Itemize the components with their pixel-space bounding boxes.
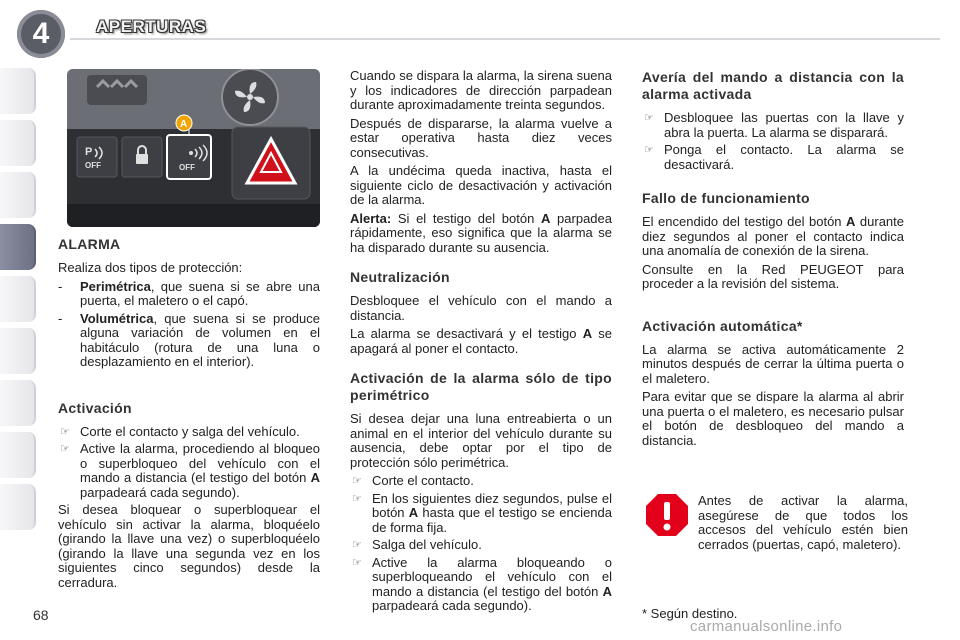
list-item: ☞ En los siguientes diez segundos, pulse el botón A hasta que el testigo se encienda de forma fija. [352,490,612,535]
chapter-badge [17,10,65,58]
watermark: carmanualsonline.info [690,618,843,635]
paragraph: Después de dispararse, la alarma vuelve a estar operativa hasta diez veces consecutivas. [350,115,612,160]
paragraph: Consulte en la Red PEUGEOT para proceder a la revisión del sistema. [642,261,904,291]
hand-pointer-icon: ☞ [352,475,362,487]
off-label-left: OFF [85,161,101,170]
paragraph: A la undécima queda inactiva, hasta el siguiente ciclo de desactivación y activación de la alarma. [350,163,612,207]
hand-pointer-icon: ☞ [60,425,70,438]
column-2 [350,69,612,617]
paragraph: El encendido del testigo del botón A durante diez segundos al poner el contacto indica una anomalía de conexión de la sirena. [642,214,905,258]
side-tab-4[interactable] [0,224,36,270]
side-tab-5[interactable] [0,276,36,322]
dashboard-photo [67,69,320,227]
side-tab-2[interactable] [0,120,36,166]
paragraph: Si desea dejar una luna entreabierta o un animal en el interior del vehículo durante su ausencia, debe optar por el tipo de protección sólo perimétrica. [350,411,612,470]
heading-averia: Avería del mando a distancia con la alarma activada [642,69,904,102]
list-item: ☞ Salga del vehículo. [352,537,482,552]
svg-text:P: P [85,146,93,158]
side-tab-8[interactable] [0,432,36,478]
paragraph: Si desea bloquear o superbloquear el vehículo sin activar la alarma, bloquéelo (girando la llave una vez) o superbloquéelo (girando la llave una segunda vez en los siguientes cinco segundos) desde la cerradura. [58,502,320,590]
list-item-perimetrica: - Perimétrica, que suena si se abre una puerta, el maletero o el capó. [58,278,320,308]
list-item-volumetrica: - Volumétrica, que suena si se produce alguna variación de volumen en el habitáculo (rotura de una luna o desplazamiento en el interior). [58,310,320,369]
warning-text: Antes de activar la alarma, asegúrese de que todos los accesos del vehículo estén bien cerrados (puertas, capó, maletero). [698,493,908,552]
paragraph: Cuando se dispara la alarma, la sirena suena y los indicadores de dirección parpadean durante aproximadamente treinta segundos. [350,68,612,112]
hand-pointer-icon: ☞ [352,556,362,569]
list-item: ☞ Corte el contacto. [352,473,474,488]
warning-box [640,486,908,582]
hand-pointer-icon: ☞ [352,492,362,505]
list-item: ☞ Ponga el contacto. La alarma se desactivará. [644,142,904,172]
paragraph: La alarma se desactivará y el testigo A se apagará al poner el contacto. [350,326,613,356]
hand-pointer-icon: ☞ [644,144,654,156]
heading-neutralizacion: Neutralización [350,269,450,285]
list-item: ☞ Desbloquee las puertas con la llave y abra la puerta. La alarma se disparará. [644,110,904,140]
side-tab-9[interactable] [0,484,36,530]
button-a-label: A [180,119,188,130]
side-tab-1[interactable] [0,68,36,114]
paragraph: La alarma se activa automáticamente 2 minutos después de cerrar la última puerta o el maletero. [642,341,904,386]
exclamation-icon [644,492,690,538]
list-item: ☞ Active la alarma bloqueando o superbloqueando el vehículo con el mando a distancia (el testigo del botón A parpadeará cada segundo). [352,554,612,613]
footnote: * Según destino. [642,606,738,621]
alerta-paragraph: Alerta: Si el testigo del botón A parpadea rápidamente, eso significa que la alarma se ha disparado durante su ausencia. [350,210,612,255]
paragraph: Para evitar que se dispare la alarma al abrir una puerta o el maletero, es necesario pulsar el botón de desbloqueo del mando a distancia. [642,389,904,448]
off-label-right: OFF [179,163,195,172]
heading-perimetrico: Activación de la alarma sólo de tipo perimétrico [350,370,612,403]
intro-text: Realiza dos tipos de protección: [58,260,243,275]
list-item: ☞ Active la alarma, procediendo al bloqueo o superbloqueo del vehículo con el mando a distancia (el testigo del botón A parpadeará cada segundo). [60,441,320,500]
heading-fallo: Fallo de funcionamiento [642,190,810,206]
column-1 [58,236,320,594]
chapter-title: APERTURAS [96,17,207,36]
chapter-number: 4 [32,17,50,50]
side-tab-3[interactable] [0,172,36,218]
list-item: ☞ Corte el contacto y salga del vehículo. [60,423,300,439]
header-divider [70,38,940,40]
page-number: 68 [33,607,49,623]
side-tabs [0,68,36,536]
side-tab-7[interactable] [0,380,36,426]
hand-pointer-icon: ☞ [352,539,362,551]
dashboard-illustration [67,69,320,227]
heading-activacion: Activación [58,399,132,416]
hand-pointer-icon: ☞ [60,443,70,455]
heading-auto: Activación automática* [642,317,803,334]
paragraph: Desbloquee el vehículo con el mando a distancia. [350,293,612,323]
hand-pointer-icon: ☞ [644,112,654,124]
side-tab-6[interactable] [0,328,36,374]
column-3 [642,69,904,452]
heading-alarma: ALARMA [58,236,121,252]
